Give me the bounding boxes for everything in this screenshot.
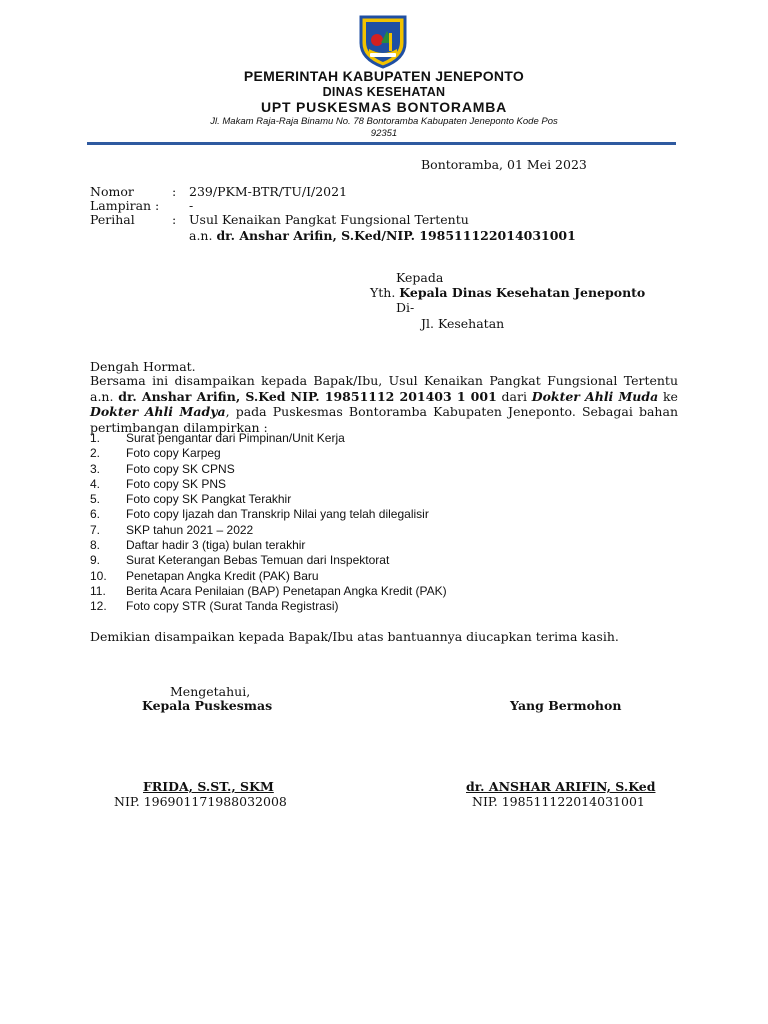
attachment-text: Berita Acara Penilaian (BAP) Penetapan Angka Kredit (PAK) bbox=[126, 583, 447, 598]
recipient-name: Kepala Dinas Kesehatan Jeneponto bbox=[399, 285, 646, 300]
attachment-text: Surat pengantar dari Pimpinan/Unit Kerja bbox=[126, 431, 345, 445]
attachment-item bbox=[90, 538, 650, 553]
perihal-an-name: dr. Anshar Arifin, S.Ked/NIP. 198511122014031001 bbox=[216, 228, 576, 243]
attachment-text: Daftar hadir 3 (tiga) bulan terakhir bbox=[126, 538, 306, 553]
attachment-text: Surat Keterangan Bebas Temuan dari Inspektorat bbox=[126, 553, 390, 568]
left-signatory-nip: NIP. 196901171988032008 bbox=[114, 794, 287, 809]
attachment-number: 12. bbox=[90, 599, 107, 614]
perihal-an-prefix: a.n. bbox=[189, 228, 213, 243]
recipient-yth: Yth. bbox=[370, 285, 396, 300]
attachment-item bbox=[90, 523, 650, 538]
nomor-colon: : bbox=[172, 184, 177, 199]
right-signatory-nip: NIP. 198511122014031001 bbox=[472, 794, 645, 809]
jeneponto-regency-logo bbox=[357, 13, 409, 69]
letterhead-divider bbox=[87, 142, 676, 145]
attachment-item bbox=[90, 431, 650, 446]
attachment-text: SKP tahun 2021 – 2022 bbox=[126, 522, 254, 537]
left-signatory-title: Kepala Puskesmas bbox=[142, 698, 273, 713]
right-signatory-title: Yang Bermohon bbox=[510, 698, 622, 713]
perihal-label: Perihal bbox=[90, 212, 135, 227]
attachment-text: Penetapan Angka Kredit (PAK) Baru bbox=[126, 568, 319, 583]
closing-statement: Demikian disampaikan kepada Bapak/Ibu atas bantuannya diucapkan terima kasih. bbox=[90, 629, 619, 644]
attachment-number: 8. bbox=[90, 538, 101, 553]
letter-date: Bontoramba, 01 Mei 2023 bbox=[421, 157, 587, 172]
current-rank: Dokter Ahli Muda bbox=[531, 388, 659, 404]
greeting: Dengah Hormat. bbox=[90, 359, 196, 374]
recipient-di: Di- bbox=[396, 300, 415, 315]
perihal-value: Usul Kenaikan Pangkat Fungsional Tertentu bbox=[189, 212, 469, 227]
letterhead-department: DINAS KESEHATAN bbox=[322, 85, 446, 99]
letterhead-institution: UPT PUSKESMAS BONTORAMBA bbox=[260, 99, 508, 115]
attachment-item bbox=[90, 553, 650, 568]
lampiran-label: Lampiran : bbox=[90, 198, 160, 213]
attachment-number: 10. bbox=[90, 568, 107, 583]
perihal-colon: : bbox=[172, 212, 177, 227]
body-dari: dari bbox=[501, 388, 527, 404]
attachment-item bbox=[90, 462, 650, 477]
applicant-name: dr. Anshar Arifin, S.Ked NIP. 19851112 201403 1 001 bbox=[118, 388, 497, 404]
left-signatory-name: FRIDA, S.ST., SKM bbox=[143, 779, 274, 794]
lampiran-value: - bbox=[189, 198, 194, 213]
attachment-item bbox=[90, 507, 650, 522]
recipient-line bbox=[370, 285, 645, 300]
attachment-number: 5. bbox=[90, 492, 101, 507]
right-signatory-name: dr. ANSHAR ARIFIN, S.Ked bbox=[466, 779, 656, 794]
attachment-number: 2. bbox=[90, 446, 101, 461]
attachment-text: Foto copy Karpeg bbox=[126, 446, 221, 461]
perihal-an-line bbox=[189, 228, 576, 243]
letterhead-postal-code: 92351 bbox=[370, 128, 398, 139]
recipient-street: Jl. Kesehatan bbox=[421, 316, 505, 331]
letterhead-government: PEMERINTAH KABUPATEN JENEPONTO bbox=[243, 68, 525, 84]
attachment-text: Foto copy SK CPNS bbox=[126, 461, 235, 476]
attachment-item bbox=[90, 584, 650, 599]
attachment-item bbox=[90, 599, 650, 614]
attachment-text: Foto copy SK Pangkat Terakhir bbox=[126, 492, 292, 507]
nomor-value: 239/PKM-BTR/TU/I/2021 bbox=[189, 184, 348, 199]
attachment-text: Foto copy SK PNS bbox=[126, 476, 227, 491]
attachment-item bbox=[90, 492, 650, 507]
attachment-text: Foto copy STR (Surat Tanda Registrasi) bbox=[126, 599, 339, 614]
attachment-number: 6. bbox=[90, 507, 101, 522]
attachment-item bbox=[90, 569, 650, 584]
body-paragraph bbox=[90, 373, 678, 435]
attachment-number: 7. bbox=[90, 522, 101, 537]
body-intro: Bersama ini disampaikan kepada Bapak/Ibu, Usul Kenaikan Pangkat Fungsional Tertentu a.n. bbox=[90, 373, 678, 404]
acknowledgement-heading: Mengetahui, bbox=[170, 684, 251, 699]
attachment-list bbox=[90, 431, 650, 615]
body-rest: , pada Puskesmas Bontoramba Kabupaten Jeneponto. Sebagai bahan pertimbangan dilampirkan : bbox=[90, 404, 678, 435]
attachment-number: 1. bbox=[90, 431, 101, 445]
attachment-text: Foto copy Ijazah dan Transkrip Nilai yang telah dilegalisir bbox=[126, 507, 429, 522]
attachment-number: 3. bbox=[90, 461, 101, 476]
recipient-kepada: Kepada bbox=[396, 270, 444, 285]
attachment-number: 4. bbox=[90, 476, 101, 491]
target-rank: Dokter Ahli Madya bbox=[90, 404, 226, 419]
nomor-label: Nomor bbox=[90, 184, 134, 199]
letterhead-address: Jl. Makam Raja-Raja Binamu No. 78 Bontoramba Kabupaten Jeneponto Kode Pos bbox=[210, 116, 558, 127]
attachment-item bbox=[90, 477, 650, 492]
attachment-item bbox=[90, 446, 650, 461]
attachment-number: 9. bbox=[90, 553, 101, 568]
attachment-number: 11. bbox=[90, 583, 106, 598]
body-ke: ke bbox=[662, 388, 678, 404]
